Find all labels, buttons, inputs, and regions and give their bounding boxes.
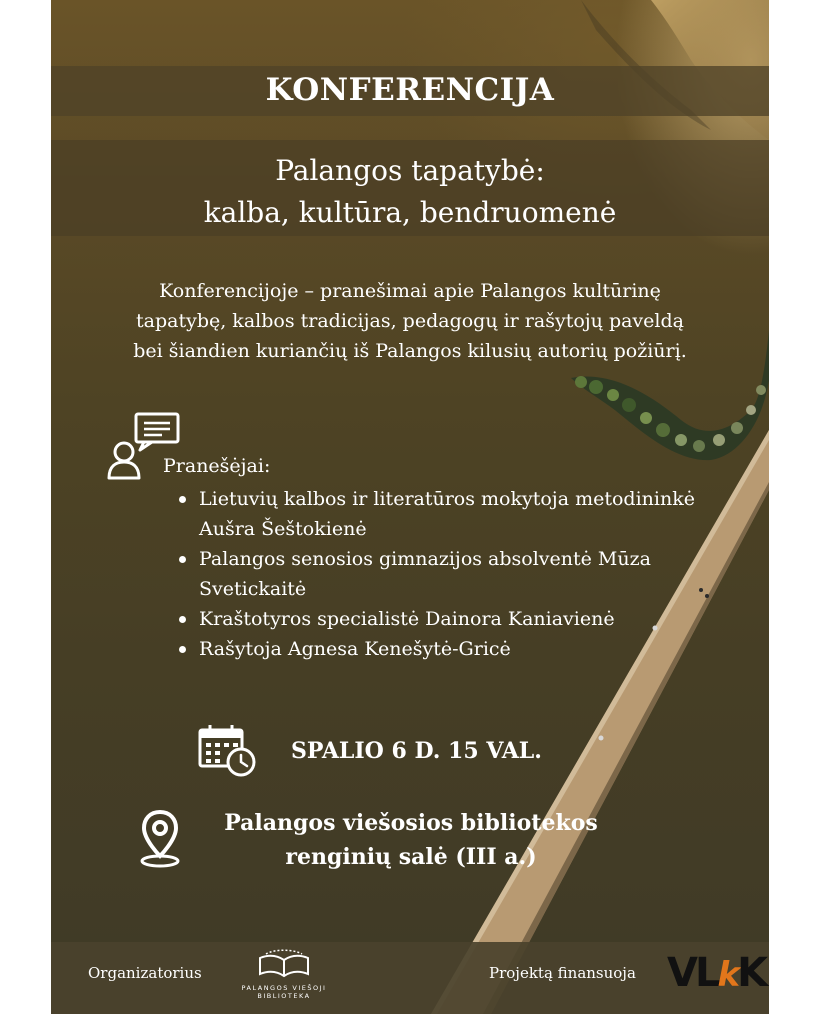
funder-logo-l: L [694,950,718,996]
list-item: Rašytoja Agnesa Kenešytė-Gricė [177,634,737,664]
poster [51,0,769,1014]
funder-logo-v: V [667,950,695,996]
funder-label: Projektą finansuoja [489,964,636,982]
event-description: Konferencijoje – pranešimai apie Palangos kultūrinę tapatybę, kalbos tradicijas, pedagogų ir rašytojų paveldą bei šiandien kuriančių iš Palangos kilusių autorių požiūrį. [133,280,687,362]
funder-logo [667,950,765,998]
library-logo [229,948,339,1000]
calendar-icon [197,722,259,778]
location-icon [137,808,183,870]
funder-logo-k: K [737,950,766,996]
book-logo-icon [254,948,314,980]
event-title: KONFERENCIJA [265,72,555,108]
library-logo-line-1: PALANGOS VIEŠOJI [241,984,327,992]
subtitle-line-2: kalba, kultūra, bendruomenė [203,196,617,229]
event-subtitle [51,150,769,234]
list-item: Lietuvių kalbos ir literatūros mokytoja metodininkė Aušra Šeštokienė [177,484,737,544]
speakers-list [177,484,737,664]
funder-logo-k-accent: k [717,955,738,995]
library-logo-line-2: BIBLIOTEKA [257,992,311,1000]
organizer-label: Organizatorius [88,964,202,982]
event-location: Palangos viešosios bibliotekos renginių salė (III a.) [224,810,598,870]
list-item: Kraštotyros specialistė Dainora Kaniavienė [177,604,737,634]
subtitle-line-1: Palangos tapatybė: [275,154,545,187]
event-date-time: SPALIO 6 D. 15 VAL. [291,738,542,764]
speakers-label: Pranešėjai: [163,455,271,477]
list-item: Palangos senosios gimnazijos absolventė Mūza Svetickaitė [177,544,737,604]
